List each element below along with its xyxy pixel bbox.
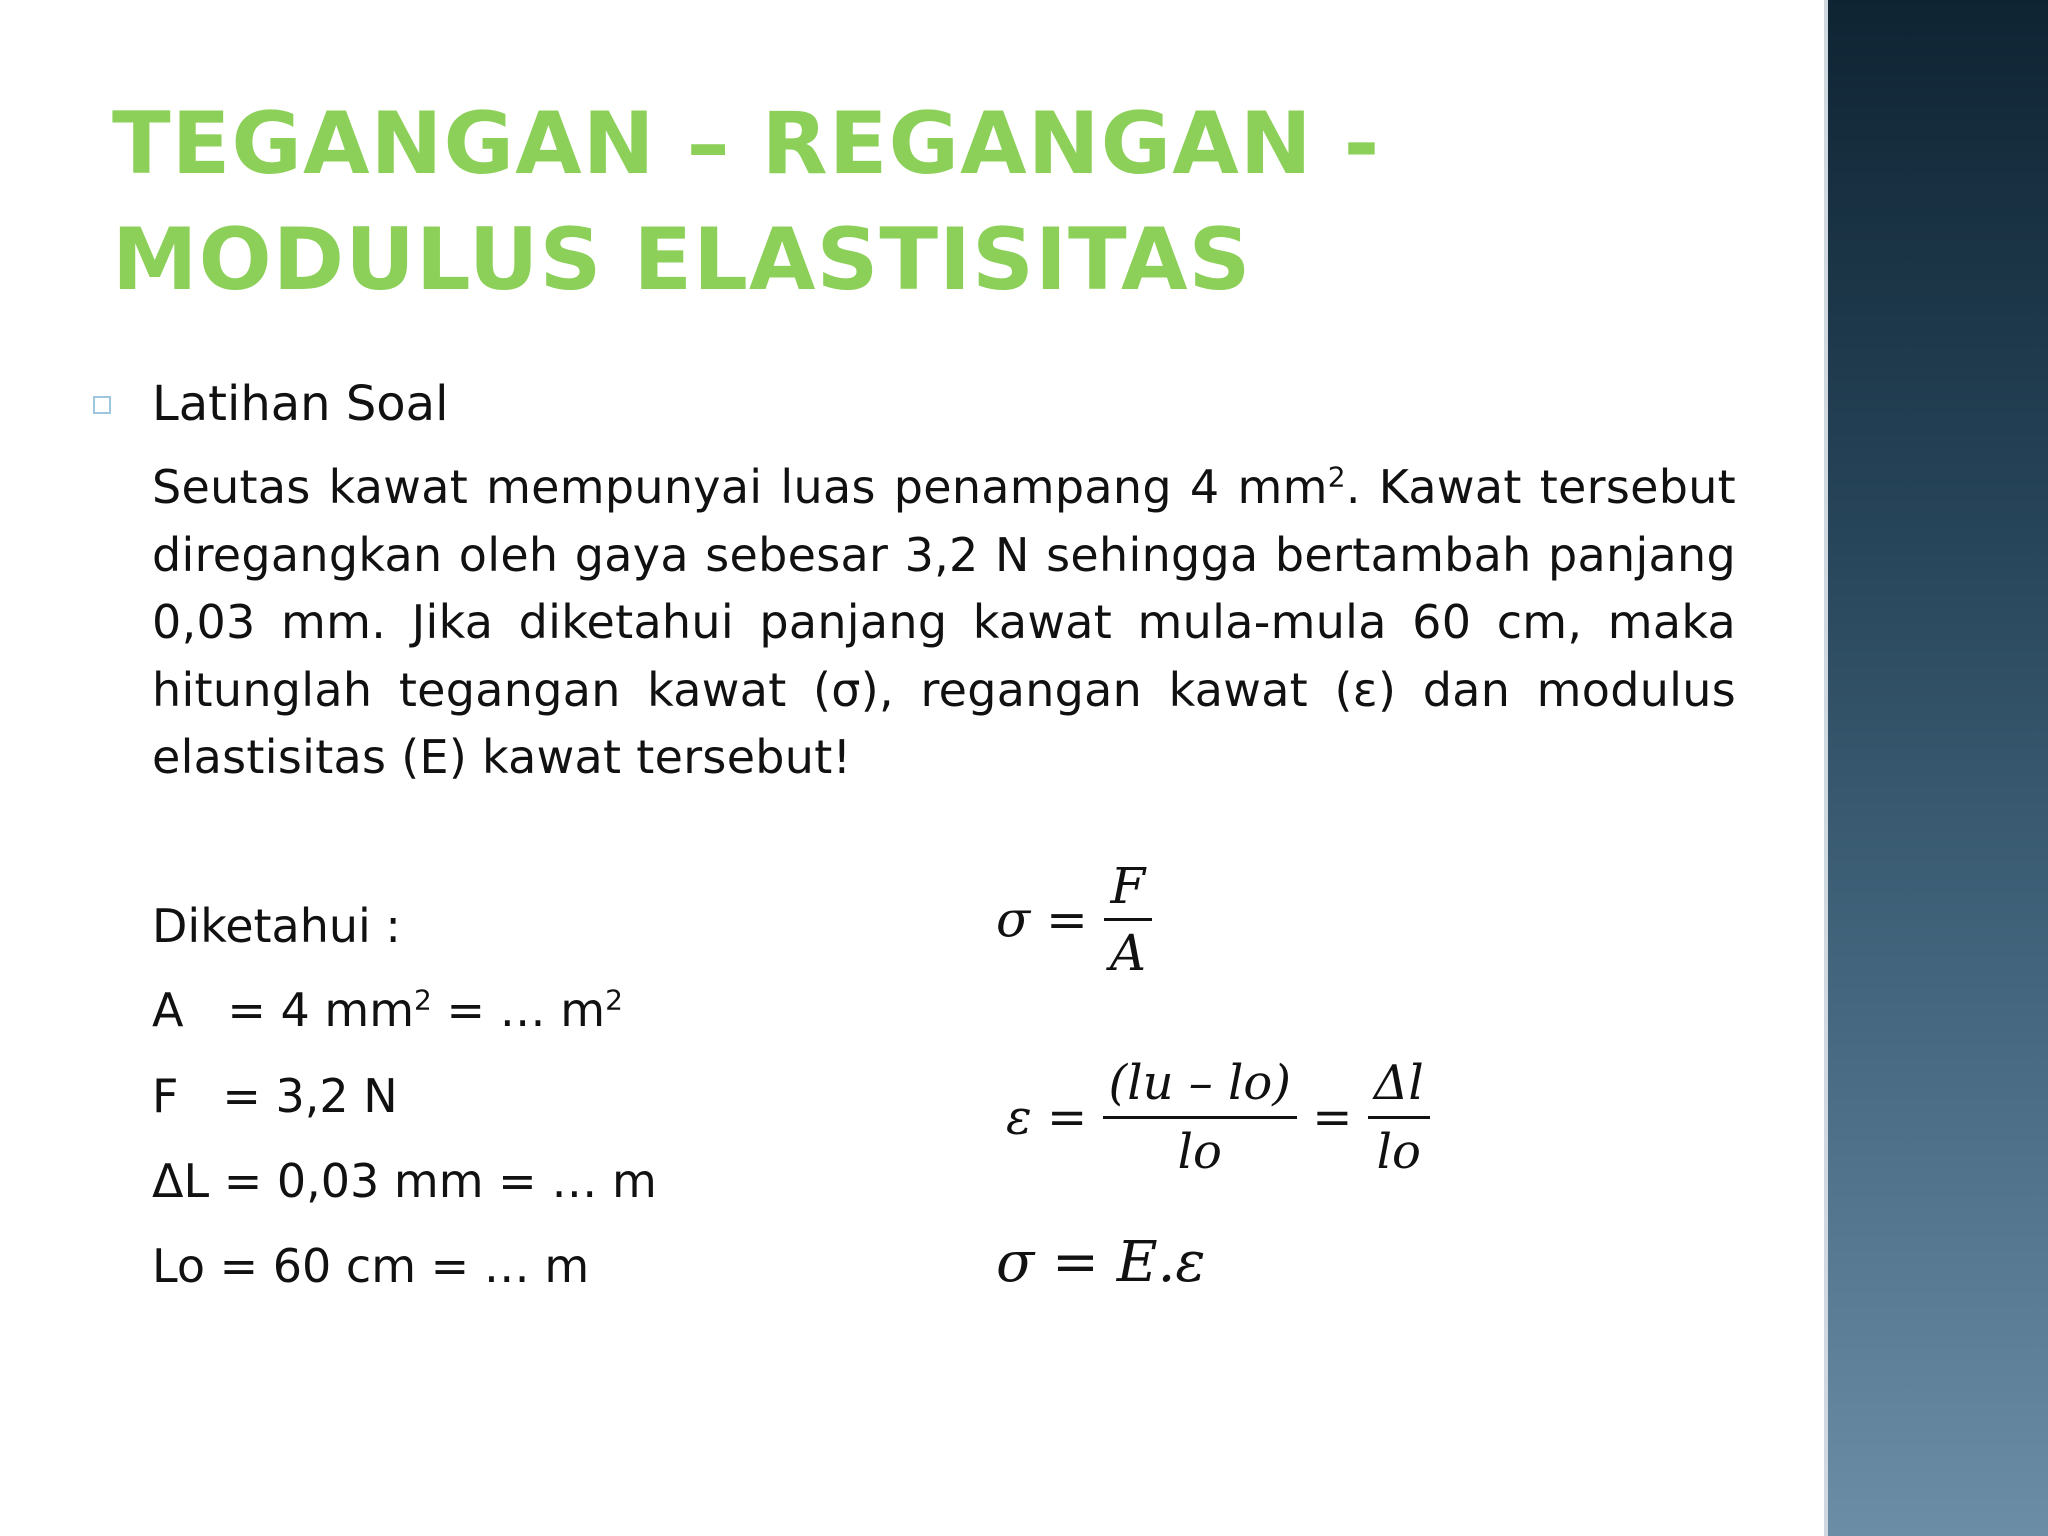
known-area-mid: = … m — [431, 983, 606, 1037]
decorative-sidebar — [1828, 0, 2048, 1536]
known-area-sup1: 2 — [414, 983, 432, 1017]
title-line-2: MODULUS ELASTISITAS — [112, 210, 1252, 310]
bullet-square-icon — [93, 396, 111, 414]
stress-numerator: F — [1110, 857, 1146, 915]
strain-numerator-1: (lu – lo) — [1108, 1055, 1291, 1111]
stress-formula — [996, 854, 1152, 985]
known-area-pre: A = 4 mm — [152, 983, 415, 1037]
stress-fraction — [1104, 854, 1152, 985]
problem-part-2: . Kawat tersebut diregangkan oleh gaya sebesar 3,2 N sehingga bertambah panjang 0,03 mm. Jika diketahui panjang kawat mula-mula 60 cm, maka hitunglah tegangan kawat (σ), regangan kawat (ε) dan modulus elastisitas (E) kawat tersebut! — [152, 460, 1736, 784]
known-initial-length: Lo = 60 cm = … m — [152, 1239, 590, 1293]
strain-denominator-2: lo — [1368, 1116, 1430, 1185]
known-force: F = 3,2 N — [152, 1069, 398, 1123]
problem-part-1: Seutas kawat mempunyai luas penampang 4 mm — [152, 460, 1328, 514]
stress-denominator: A — [1104, 918, 1152, 985]
modulus-formula: σ = E.ε — [996, 1230, 1206, 1295]
strain-denominator-1: lo — [1103, 1116, 1297, 1185]
strain-formula — [1006, 1050, 1430, 1185]
bullet-heading: Latihan Soal — [152, 376, 449, 432]
strain-lhs: ε = — [1006, 1089, 1088, 1146]
problem-sup: 2 — [1327, 460, 1346, 494]
problem-text — [152, 454, 1736, 792]
title-line-1: TEGANGAN – REGANGAN - — [112, 94, 1381, 194]
known-elongation: ΔL = 0,03 mm = … m — [152, 1154, 657, 1208]
strain-fraction-2 — [1368, 1050, 1430, 1185]
known-area-sup2: 2 — [605, 983, 623, 1017]
stress-lhs: σ = — [996, 890, 1088, 949]
slide-title — [112, 86, 1752, 318]
strain-numerator-2: Δl — [1373, 1055, 1424, 1111]
strain-equals: = — [1312, 1089, 1353, 1146]
strain-fraction-1 — [1103, 1050, 1297, 1185]
known-area — [152, 980, 623, 1040]
known-heading: Diketahui : — [152, 899, 401, 953]
